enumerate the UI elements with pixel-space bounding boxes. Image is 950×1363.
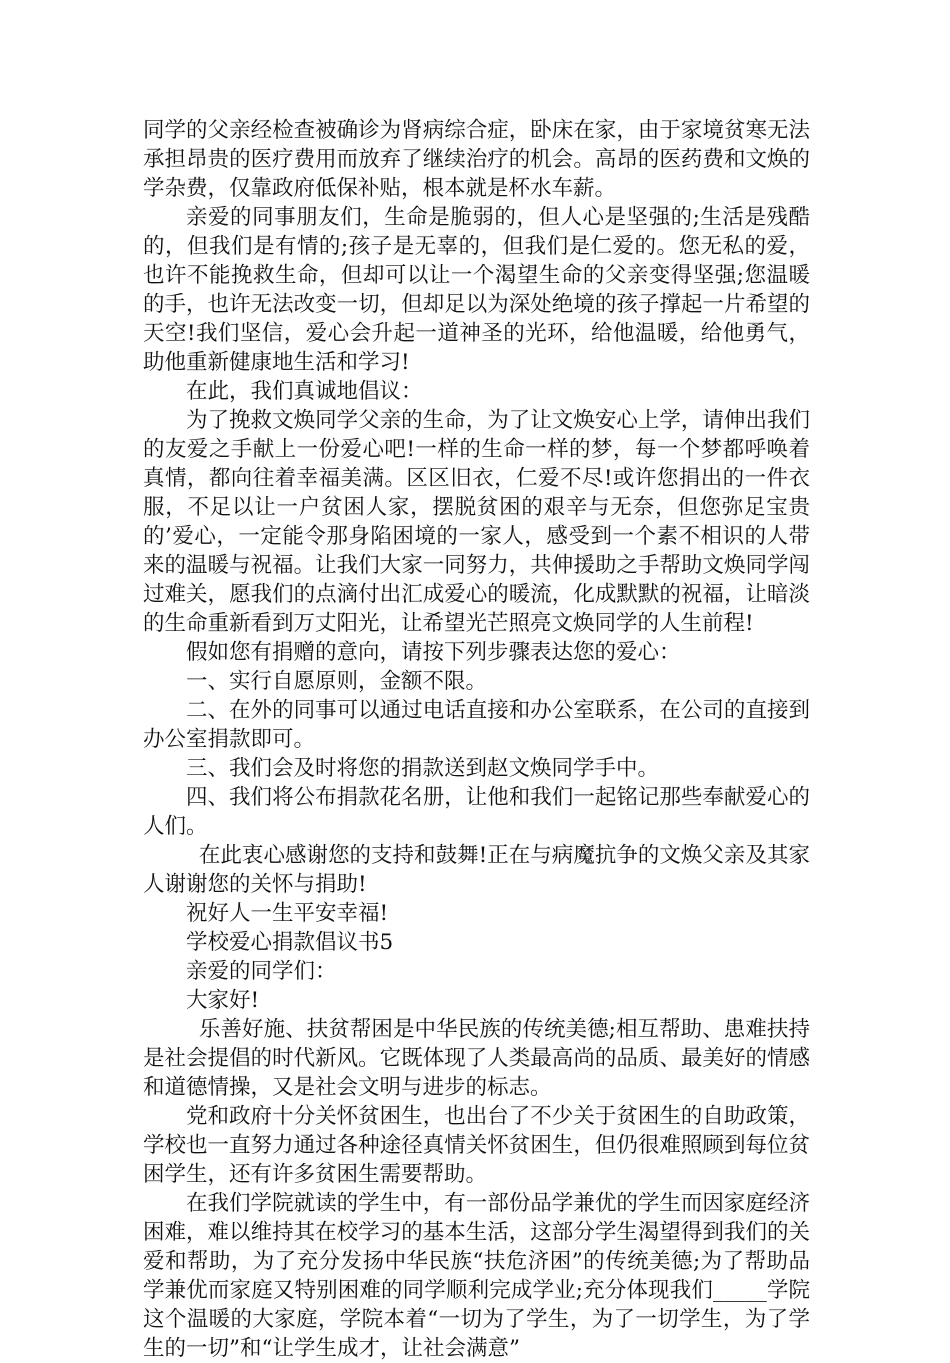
paragraph: 为了挽救文焕同学父亲的生命，为了让文焕安心上学，请伸出我们的友爱之手献上一份爱心吧!一样的生命一样的梦，每一个梦都呼唤着真情，都向往着幸福美满。区区旧衣，仁爱不尽!或许您捐出的一件衣服，不足以让一户贫困人家，摆脱贫困的艰辛与无奈，但您弥足宝贵的’爱心，一定能令那身陷困境的一家人，感受到一个素不相识的人带来的温暖与祝福。让我们大家一同努力，共伸援助之手帮助文焕同学闯过难关，愿我们的点滴付出汇成爱心的暖流，化成默默的祝福，让暗淡的生命重新看到万丈阳光，让希望光芒照亮文焕同学的人生前程! xyxy=(143,408,810,636)
paragraph: 二、在外的同事可以通过电话直接和办公室联系，在公司的直接到办公室捐款即可。 xyxy=(143,698,810,752)
closing-wish: 祝好人一生平安幸福! xyxy=(186,901,389,926)
paragraph: 假如您有捐赠的意向，请按下列步骤表达您的爱心： xyxy=(186,640,681,665)
section-title: 学校爱心捐款倡议书5 xyxy=(186,930,394,955)
document-body xyxy=(143,116,810,1363)
paragraph: 在此衷心感谢您的支持和鼓舞!正在与病魔抗争的文焕父亲及其家人谢谢您的关怀与捐助! xyxy=(143,843,810,897)
paragraph: 四、我们将公布捐款花名册，让他和我们一起铭记那些奉献爱心的人们。 xyxy=(143,785,810,839)
greeting: 大家好! xyxy=(186,988,260,1013)
paragraph: 三、我们会及时将您的捐款送到赵文焕同学手中。 xyxy=(186,756,660,781)
paragraph: 党和政府十分关怀贫困生，也出台了不少关于贫困生的自助政策，学校也一直努力通过各种途径真情关怀贫困生，但仍很难照顾到每位贫困学生，还有许多贫困生需要帮助。 xyxy=(143,1104,810,1187)
paragraph: 亲爱的同事朋友们，生命是脆弱的，但人心是坚强的;生活是残酷的，但我们是有情的;孩子是无辜的，但我们是仁爱的。您无私的爱，也许不能挽救生命，但却可以让一个渴望生命的父亲变得坚强;您温暖的手，也许无法改变一切，但却足以为深处绝境的孩子撑起一片希望的天空!我们坚信，爱心会升起一道神圣的光环，给他温暖，给他勇气，助他重新健康地生活和学习! xyxy=(143,205,810,375)
paragraph: 在此，我们真诚地倡议： xyxy=(186,379,423,404)
paragraph: 一、实行自愿原则，金额不限。 xyxy=(186,669,488,694)
paragraph: 乐善好施、扶贫帮困是中华民族的传统美德;相互帮助、患难扶持是社会提倡的时代新风。它既体现了人类最高尚的品质、最美好的情感和道德情操，又是社会文明与进步的标志。 xyxy=(143,1017,810,1100)
salutation: 亲爱的同学们： xyxy=(186,959,337,984)
paragraph: 在我们学院就读的学生中，有一部份品学兼优的学生而因家庭经济困难，难以维持其在校学习的基本生活，这部分学生渴望得到我们的关爱和帮助，为了充分发扬中华民族“扶危济困”的传统美德;为了帮助品学兼优而家庭又特别困难的同学顺利完成学业;充分体现我们_____学院这个温暖的大家庭，学院本着“一切为了学生，为了一切学生，为了学生的一切”和“让学生成才，让社会满意” xyxy=(143,1191,810,1361)
paragraph: 同学的父亲经检查被确诊为肾病综合症，卧床在家，由于家境贫寒无法承担昂贵的医疗费用而放弃了继续治疗的机会。高昂的医药费和文焕的学杂费，仅靠政府低保补贴，根本就是杯水车薪。 xyxy=(143,118,810,201)
